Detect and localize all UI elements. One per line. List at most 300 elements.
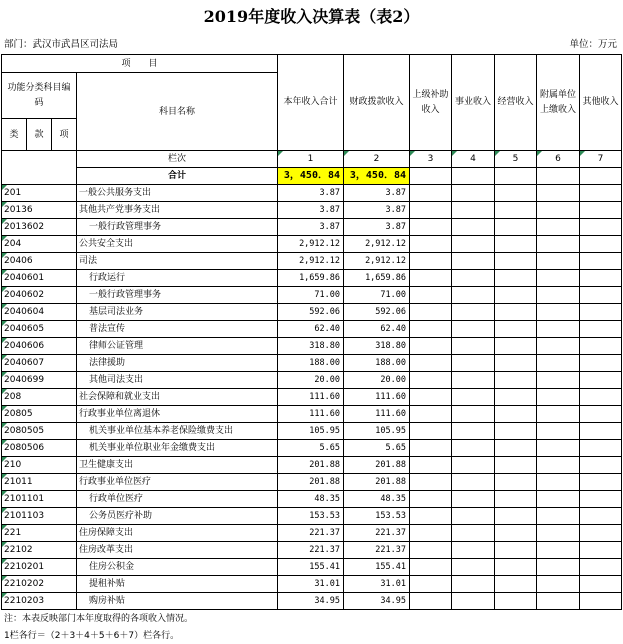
amount-total: 71.00 xyxy=(278,287,344,304)
table-row xyxy=(2,542,622,559)
subject-code: 20136 xyxy=(2,202,77,219)
amount-total: 2,912.12 xyxy=(278,253,344,270)
cell-marker-icon xyxy=(2,576,7,581)
subject-code: 2040601 xyxy=(2,270,77,287)
cell-marker-icon xyxy=(2,270,7,275)
header-col7: 其他收入 xyxy=(580,55,622,151)
subject-name: 一般行政管理事务 xyxy=(77,219,278,236)
table-row xyxy=(2,270,622,287)
amount-total: 201.88 xyxy=(278,457,344,474)
amount-fiscal: 2,912.12 xyxy=(344,253,410,270)
subject-name: 一般行政管理事务 xyxy=(77,287,278,304)
cell-marker-icon xyxy=(2,321,7,326)
amount-col3 xyxy=(410,559,452,576)
header-xiangmu: 项 目 xyxy=(2,55,278,73)
cell-marker-icon xyxy=(2,491,7,496)
amount-total: 221.37 xyxy=(278,525,344,542)
total-row xyxy=(2,168,622,185)
amount-col3 xyxy=(410,202,452,219)
subject-code: 2101103 xyxy=(2,508,77,525)
subject-name: 机关事业单位职业年金缴费支出 xyxy=(77,440,278,457)
table-row xyxy=(2,338,622,355)
amount-fiscal: 155.41 xyxy=(344,559,410,576)
amount-col3 xyxy=(410,338,452,355)
amount-col6 xyxy=(537,202,580,219)
amount-col3 xyxy=(410,440,452,457)
amount-fiscal: 5.65 xyxy=(344,440,410,457)
amount-col6 xyxy=(537,474,580,491)
amount-col4 xyxy=(452,236,495,253)
subject-name: 普法宣传 xyxy=(77,321,278,338)
subject-code: 221 xyxy=(2,525,77,542)
amount-col6 xyxy=(537,389,580,406)
subject-name: 其他共产党事务支出 xyxy=(77,202,278,219)
amount-total: 3.87 xyxy=(278,202,344,219)
amount-col5 xyxy=(495,559,537,576)
amount-col7 xyxy=(580,440,622,457)
amount-col7 xyxy=(580,576,622,593)
amount-fiscal: 201.88 xyxy=(344,474,410,491)
amount-fiscal: 34.95 xyxy=(344,593,410,610)
amount-col5 xyxy=(495,406,537,423)
amount-col7 xyxy=(580,321,622,338)
amount-col5 xyxy=(495,474,537,491)
amount-col4 xyxy=(452,406,495,423)
subject-code: 208 xyxy=(2,389,77,406)
header-lanci: 栏次 xyxy=(77,151,278,168)
amount-col5 xyxy=(495,338,537,355)
subject-name: 机关事业单位基本养老保险缴费支出 xyxy=(77,423,278,440)
subject-name: 购房补贴 xyxy=(77,593,278,610)
amount-col4 xyxy=(452,491,495,508)
amount-col4 xyxy=(452,338,495,355)
amount-fiscal: 111.60 xyxy=(344,389,410,406)
amount-col6 xyxy=(537,457,580,474)
amount-col5 xyxy=(495,423,537,440)
amount-col4 xyxy=(452,321,495,338)
cell-marker-icon xyxy=(2,338,7,343)
amount-col7 xyxy=(580,287,622,304)
amount-col3 xyxy=(410,185,452,202)
amount-col3 xyxy=(410,576,452,593)
amount-total: 153.53 xyxy=(278,508,344,525)
amount-fiscal: 31.01 xyxy=(344,576,410,593)
amount-col6 xyxy=(537,542,580,559)
table-row xyxy=(2,474,622,491)
amount-col7 xyxy=(580,253,622,270)
amount-col5 xyxy=(495,287,537,304)
page-title: 2019年度收入决算表（表2） xyxy=(203,7,420,26)
amount-col7 xyxy=(580,389,622,406)
revenue-table xyxy=(1,54,622,610)
col-index-1: 1 xyxy=(278,151,344,168)
amount-col3 xyxy=(410,355,452,372)
total-col1: 3，450．84 xyxy=(278,168,344,185)
subject-code: 2040604 xyxy=(2,304,77,321)
subject-name: 律师公证管理 xyxy=(77,338,278,355)
cell-marker-icon xyxy=(2,355,7,360)
amount-fiscal: 2,912.12 xyxy=(344,236,410,253)
amount-col5 xyxy=(495,593,537,610)
amount-total: 62.40 xyxy=(278,321,344,338)
subject-name: 卫生健康支出 xyxy=(77,457,278,474)
amount-col7 xyxy=(580,474,622,491)
amount-col6 xyxy=(537,508,580,525)
amount-col7 xyxy=(580,202,622,219)
amount-col3 xyxy=(410,372,452,389)
table-row xyxy=(2,185,622,202)
col-index-3: 3 xyxy=(410,151,452,168)
table-row xyxy=(2,253,622,270)
cell-marker-icon xyxy=(2,542,7,547)
table-row xyxy=(2,423,622,440)
amount-total: 34.95 xyxy=(278,593,344,610)
table-row xyxy=(2,440,622,457)
total-col3 xyxy=(410,168,452,185)
amount-col7 xyxy=(580,423,622,440)
amount-col3 xyxy=(410,423,452,440)
subject-name: 法律援助 xyxy=(77,355,278,372)
amount-total: 155.41 xyxy=(278,559,344,576)
amount-col4 xyxy=(452,423,495,440)
amount-col7 xyxy=(580,525,622,542)
amount-col5 xyxy=(495,542,537,559)
amount-col5 xyxy=(495,321,537,338)
subject-code: 22102 xyxy=(2,542,77,559)
amount-col5 xyxy=(495,236,537,253)
table-row xyxy=(2,287,622,304)
cell-marker-icon xyxy=(2,423,7,428)
subject-name: 行政事业单位医疗 xyxy=(77,474,278,491)
amount-col3 xyxy=(410,321,452,338)
amount-col6 xyxy=(537,270,580,287)
subject-name: 行政事业单位离退休 xyxy=(77,406,278,423)
table-row xyxy=(2,491,622,508)
table-row xyxy=(2,304,622,321)
cell-marker-icon xyxy=(2,457,7,462)
subject-code: 2101101 xyxy=(2,491,77,508)
amount-col7 xyxy=(580,508,622,525)
amount-col3 xyxy=(410,253,452,270)
amount-col4 xyxy=(452,542,495,559)
header-xiang: 项 xyxy=(52,119,77,151)
amount-col5 xyxy=(495,372,537,389)
amount-total: 111.60 xyxy=(278,389,344,406)
cell-marker-icon xyxy=(2,508,7,513)
amount-col7 xyxy=(580,559,622,576)
subject-code: 204 xyxy=(2,236,77,253)
cell-marker-icon xyxy=(2,304,7,309)
amount-col4 xyxy=(452,457,495,474)
amount-col4 xyxy=(452,304,495,321)
header-kuan: 款 xyxy=(27,119,52,151)
amount-col3 xyxy=(410,236,452,253)
amount-col3 xyxy=(410,474,452,491)
subject-code: 2080505 xyxy=(2,423,77,440)
amount-col4 xyxy=(452,389,495,406)
table-row xyxy=(2,457,622,474)
amount-col7 xyxy=(580,219,622,236)
department-label: 部门：武汉市武昌区司法局 xyxy=(4,39,119,50)
amount-fiscal: 48.35 xyxy=(344,491,410,508)
subject-code: 2210202 xyxy=(2,576,77,593)
amount-total: 2,912.12 xyxy=(278,236,344,253)
total-blank xyxy=(2,168,77,185)
subject-name: 公共安全支出 xyxy=(77,236,278,253)
total-col2: 3，450．84 xyxy=(344,168,410,185)
amount-fiscal: 592.06 xyxy=(344,304,410,321)
subject-code: 2210203 xyxy=(2,593,77,610)
cell-marker-icon xyxy=(2,236,7,241)
table-row xyxy=(2,219,622,236)
amount-col6 xyxy=(537,525,580,542)
subject-name: 其他司法支出 xyxy=(77,372,278,389)
amount-fiscal: 3.87 xyxy=(344,185,410,202)
unit-label: 单位：万元 xyxy=(569,39,617,50)
cell-marker-icon xyxy=(2,440,7,445)
table-row xyxy=(2,576,622,593)
cell-marker-icon xyxy=(2,474,7,479)
amount-total: 188.00 xyxy=(278,355,344,372)
cell-marker-icon xyxy=(2,287,7,292)
total-col5 xyxy=(495,168,537,185)
subject-code: 2040699 xyxy=(2,372,77,389)
subject-name: 行政运行 xyxy=(77,270,278,287)
header-lei: 类 xyxy=(2,119,27,151)
subject-name: 住房改革支出 xyxy=(77,542,278,559)
amount-col3 xyxy=(410,593,452,610)
amount-col3 xyxy=(410,304,452,321)
cell-marker-icon xyxy=(2,202,7,207)
amount-col4 xyxy=(452,474,495,491)
amount-col7 xyxy=(580,542,622,559)
amount-col5 xyxy=(495,491,537,508)
amount-col5 xyxy=(495,355,537,372)
table-row xyxy=(2,389,622,406)
amount-fiscal: 201.88 xyxy=(344,457,410,474)
amount-col5 xyxy=(495,389,537,406)
amount-col3 xyxy=(410,270,452,287)
amount-col3 xyxy=(410,287,452,304)
amount-fiscal: 3.87 xyxy=(344,202,410,219)
amount-col6 xyxy=(537,287,580,304)
cell-marker-icon xyxy=(2,525,7,530)
amount-col3 xyxy=(410,525,452,542)
amount-fiscal: 71.00 xyxy=(344,287,410,304)
amount-col7 xyxy=(580,406,622,423)
amount-fiscal: 62.40 xyxy=(344,321,410,338)
header-subject-name: 科目名称 xyxy=(77,73,278,151)
amount-col5 xyxy=(495,219,537,236)
subject-name: 行政单位医疗 xyxy=(77,491,278,508)
amount-col4 xyxy=(452,372,495,389)
amount-col4 xyxy=(452,440,495,457)
amount-col5 xyxy=(495,457,537,474)
amount-col7 xyxy=(580,491,622,508)
amount-total: 5.65 xyxy=(278,440,344,457)
subject-code: 2040606 xyxy=(2,338,77,355)
subject-code: 2040607 xyxy=(2,355,77,372)
amount-col7 xyxy=(580,304,622,321)
amount-fiscal: 221.37 xyxy=(344,542,410,559)
amount-col6 xyxy=(537,440,580,457)
amount-col6 xyxy=(537,491,580,508)
amount-col3 xyxy=(410,389,452,406)
amount-col5 xyxy=(495,525,537,542)
subject-code: 2040602 xyxy=(2,287,77,304)
table-row xyxy=(2,525,622,542)
total-label: 合计 xyxy=(77,168,278,185)
subject-name: 提租补贴 xyxy=(77,576,278,593)
amount-fiscal: 153.53 xyxy=(344,508,410,525)
total-col7 xyxy=(580,168,622,185)
cell-marker-icon xyxy=(2,593,7,598)
cell-marker-icon xyxy=(2,372,7,377)
table-row xyxy=(2,559,622,576)
footnote-2: 1栏各行＝（2＋3＋4＋5＋6＋7）栏各行。 xyxy=(4,631,180,641)
header-col5: 经营收入 xyxy=(495,55,537,151)
amount-total: 3.87 xyxy=(278,185,344,202)
amount-col6 xyxy=(537,338,580,355)
amount-col6 xyxy=(537,593,580,610)
amount-col6 xyxy=(537,576,580,593)
col-index-4: 4 xyxy=(452,151,495,168)
amount-col7 xyxy=(580,236,622,253)
amount-total: 3.87 xyxy=(278,219,344,236)
table-row xyxy=(2,202,622,219)
amount-fiscal: 111.60 xyxy=(344,406,410,423)
subject-code: 2040605 xyxy=(2,321,77,338)
cell-marker-icon xyxy=(2,389,7,394)
amount-total: 105.95 xyxy=(278,423,344,440)
total-col4 xyxy=(452,168,495,185)
amount-total: 201.88 xyxy=(278,474,344,491)
amount-col3 xyxy=(410,219,452,236)
col-index-6: 6 xyxy=(537,151,580,168)
cell-marker-icon xyxy=(2,185,7,190)
amount-col6 xyxy=(537,304,580,321)
amount-col5 xyxy=(495,576,537,593)
cell-marker-icon xyxy=(2,406,7,411)
cell-marker-icon xyxy=(2,219,7,224)
amount-fiscal: 188.00 xyxy=(344,355,410,372)
amount-col6 xyxy=(537,372,580,389)
amount-col6 xyxy=(537,355,580,372)
col-index-5: 5 xyxy=(495,151,537,168)
amount-total: 31.01 xyxy=(278,576,344,593)
amount-col7 xyxy=(580,338,622,355)
amount-total: 221.37 xyxy=(278,542,344,559)
table-row xyxy=(2,372,622,389)
amount-col4 xyxy=(452,355,495,372)
amount-col5 xyxy=(495,185,537,202)
amount-col4 xyxy=(452,525,495,542)
amount-col4 xyxy=(452,185,495,202)
footnote-1: 注：本表反映部门本年度取得的各项收入情况。 xyxy=(4,614,194,624)
amount-col5 xyxy=(495,270,537,287)
amount-total: 111.60 xyxy=(278,406,344,423)
amount-col4 xyxy=(452,287,495,304)
subject-code: 20805 xyxy=(2,406,77,423)
cell-marker-icon xyxy=(2,559,7,564)
amount-col3 xyxy=(410,406,452,423)
table-row xyxy=(2,593,622,610)
amount-col5 xyxy=(495,304,537,321)
table-row xyxy=(2,355,622,372)
amount-total: 48.35 xyxy=(278,491,344,508)
amount-col3 xyxy=(410,491,452,508)
subject-code: 21011 xyxy=(2,474,77,491)
header-func-code: 功能分类科目编码 xyxy=(2,73,77,119)
amount-fiscal: 1,659.86 xyxy=(344,270,410,287)
amount-col5 xyxy=(495,202,537,219)
subject-code: 2013602 xyxy=(2,219,77,236)
subject-name: 社会保障和就业支出 xyxy=(77,389,278,406)
amount-col4 xyxy=(452,576,495,593)
amount-col6 xyxy=(537,185,580,202)
amount-col7 xyxy=(580,593,622,610)
table-row xyxy=(2,508,622,525)
total-col6 xyxy=(537,168,580,185)
amount-col6 xyxy=(537,253,580,270)
header-col1: 本年收入合计 xyxy=(278,55,344,151)
amount-col4 xyxy=(452,202,495,219)
amount-col3 xyxy=(410,457,452,474)
amount-col7 xyxy=(580,185,622,202)
subject-code: 20406 xyxy=(2,253,77,270)
header-col3: 上级补助收入 xyxy=(410,55,452,151)
col-index-7: 7 xyxy=(580,151,622,168)
header-blank xyxy=(2,151,77,168)
amount-col4 xyxy=(452,219,495,236)
amount-col6 xyxy=(537,219,580,236)
amount-total: 1,659.86 xyxy=(278,270,344,287)
subject-name: 住房公积金 xyxy=(77,559,278,576)
amount-total: 20.00 xyxy=(278,372,344,389)
amount-col6 xyxy=(537,321,580,338)
amount-total: 592.06 xyxy=(278,304,344,321)
table-row xyxy=(2,236,622,253)
subject-name: 公务员医疗补助 xyxy=(77,508,278,525)
amount-col6 xyxy=(537,423,580,440)
amount-fiscal: 221.37 xyxy=(344,525,410,542)
amount-col5 xyxy=(495,440,537,457)
header-col4: 事业收入 xyxy=(452,55,495,151)
subject-code: 2080506 xyxy=(2,440,77,457)
header-col6: 附属单位上缴收入 xyxy=(537,55,580,151)
subject-name: 住房保障支出 xyxy=(77,525,278,542)
amount-col7 xyxy=(580,457,622,474)
amount-col3 xyxy=(410,542,452,559)
amount-total: 318.80 xyxy=(278,338,344,355)
subject-code: 210 xyxy=(2,457,77,474)
col-index-2: 2 xyxy=(344,151,410,168)
amount-fiscal: 318.80 xyxy=(344,338,410,355)
subject-code: 201 xyxy=(2,185,77,202)
subject-code: 2210201 xyxy=(2,559,77,576)
amount-col5 xyxy=(495,253,537,270)
amount-fiscal: 3.87 xyxy=(344,219,410,236)
amount-fiscal: 20.00 xyxy=(344,372,410,389)
header-col2: 财政拨款收入 xyxy=(344,55,410,151)
subject-name: 司法 xyxy=(77,253,278,270)
amount-col6 xyxy=(537,406,580,423)
amount-col4 xyxy=(452,508,495,525)
amount-col7 xyxy=(580,372,622,389)
amount-col6 xyxy=(537,559,580,576)
subject-name: 基层司法业务 xyxy=(77,304,278,321)
amount-col5 xyxy=(495,508,537,525)
